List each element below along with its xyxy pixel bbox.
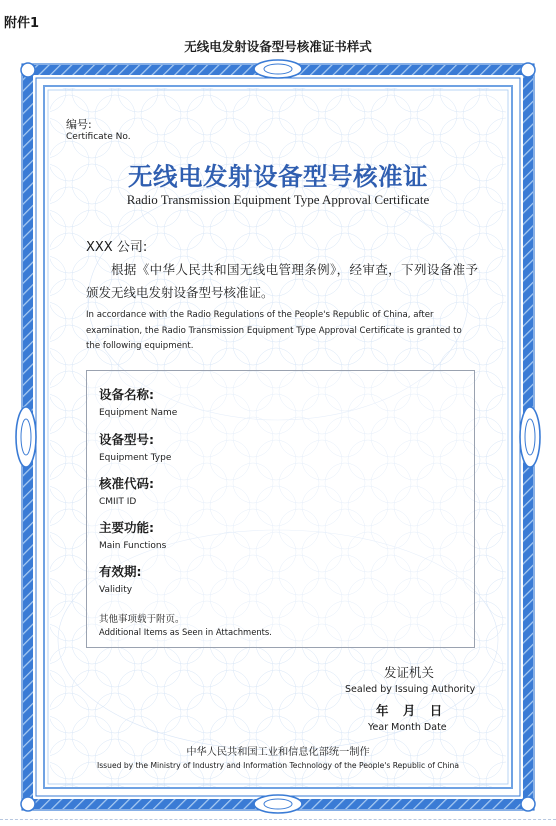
field-label-en: Equipment Name (99, 408, 178, 418)
addressee: XXX 公司: (86, 240, 148, 255)
attachment-label: 附件1 (4, 16, 40, 31)
attachment-note: 其他事项载于附页。 (99, 614, 185, 625)
page-heading: 无线电发射设备型号核准证书样式 (184, 39, 372, 54)
field-label-en: Main Functions (99, 541, 167, 551)
certificate-number-label: 编号: (66, 118, 92, 131)
field-main-functions (99, 518, 166, 551)
field-validity (99, 562, 142, 595)
field-label: 有效期: (99, 564, 142, 579)
issuer-footer: 中华人民共和国工业和信息化部统一制作 (186, 747, 370, 758)
field-equipment-type (99, 430, 171, 463)
issuer-footer-en: Issued by the Ministry of Industry and Information Technology of the People's Republic of China (96, 761, 459, 770)
certificate-number-label-en: Certificate No. (66, 132, 131, 142)
field-label-en: CMIIT ID (99, 497, 137, 507)
certificate-title-en: Radio Transmission Equipment Type Approval Certificate (126, 192, 430, 207)
page-divider (0, 819, 556, 820)
issue-date-en: Year Month Date (368, 722, 447, 733)
field-label-en: Equipment Type (99, 453, 172, 463)
issuing-authority-en: Sealed by Issuing Authority (345, 684, 476, 695)
issuing-authority: 发证机关 (384, 665, 435, 680)
body-text-en: In accordance with the Radio Regulations of the People's Republic of China, after examination, the Radio Transmission Equipment Type Approval Certificate is granted to the following equipment. (86, 310, 462, 351)
field-equipment-name (99, 385, 177, 418)
field-label: 设备名称: (99, 387, 154, 402)
field-cmiit-id (99, 474, 154, 507)
issue-date: 年 月 日 (376, 703, 443, 718)
field-label: 核准代码: (99, 476, 154, 491)
certificate-title: 无线电发射设备型号核准证 (128, 162, 428, 191)
attachment-note-en: Additional Items as Seen in Attachments. (99, 627, 272, 637)
equipment-info-box (86, 370, 475, 648)
field-label: 主要功能: (99, 520, 154, 535)
field-label: 设备型号: (99, 432, 154, 447)
body-text-cn: 根据《中华人民共和国无线电管理条例》，经审查，下列设备准予颁发无线电发射设备型号核准证。 (86, 262, 478, 300)
field-label-en: Validity (99, 585, 133, 595)
